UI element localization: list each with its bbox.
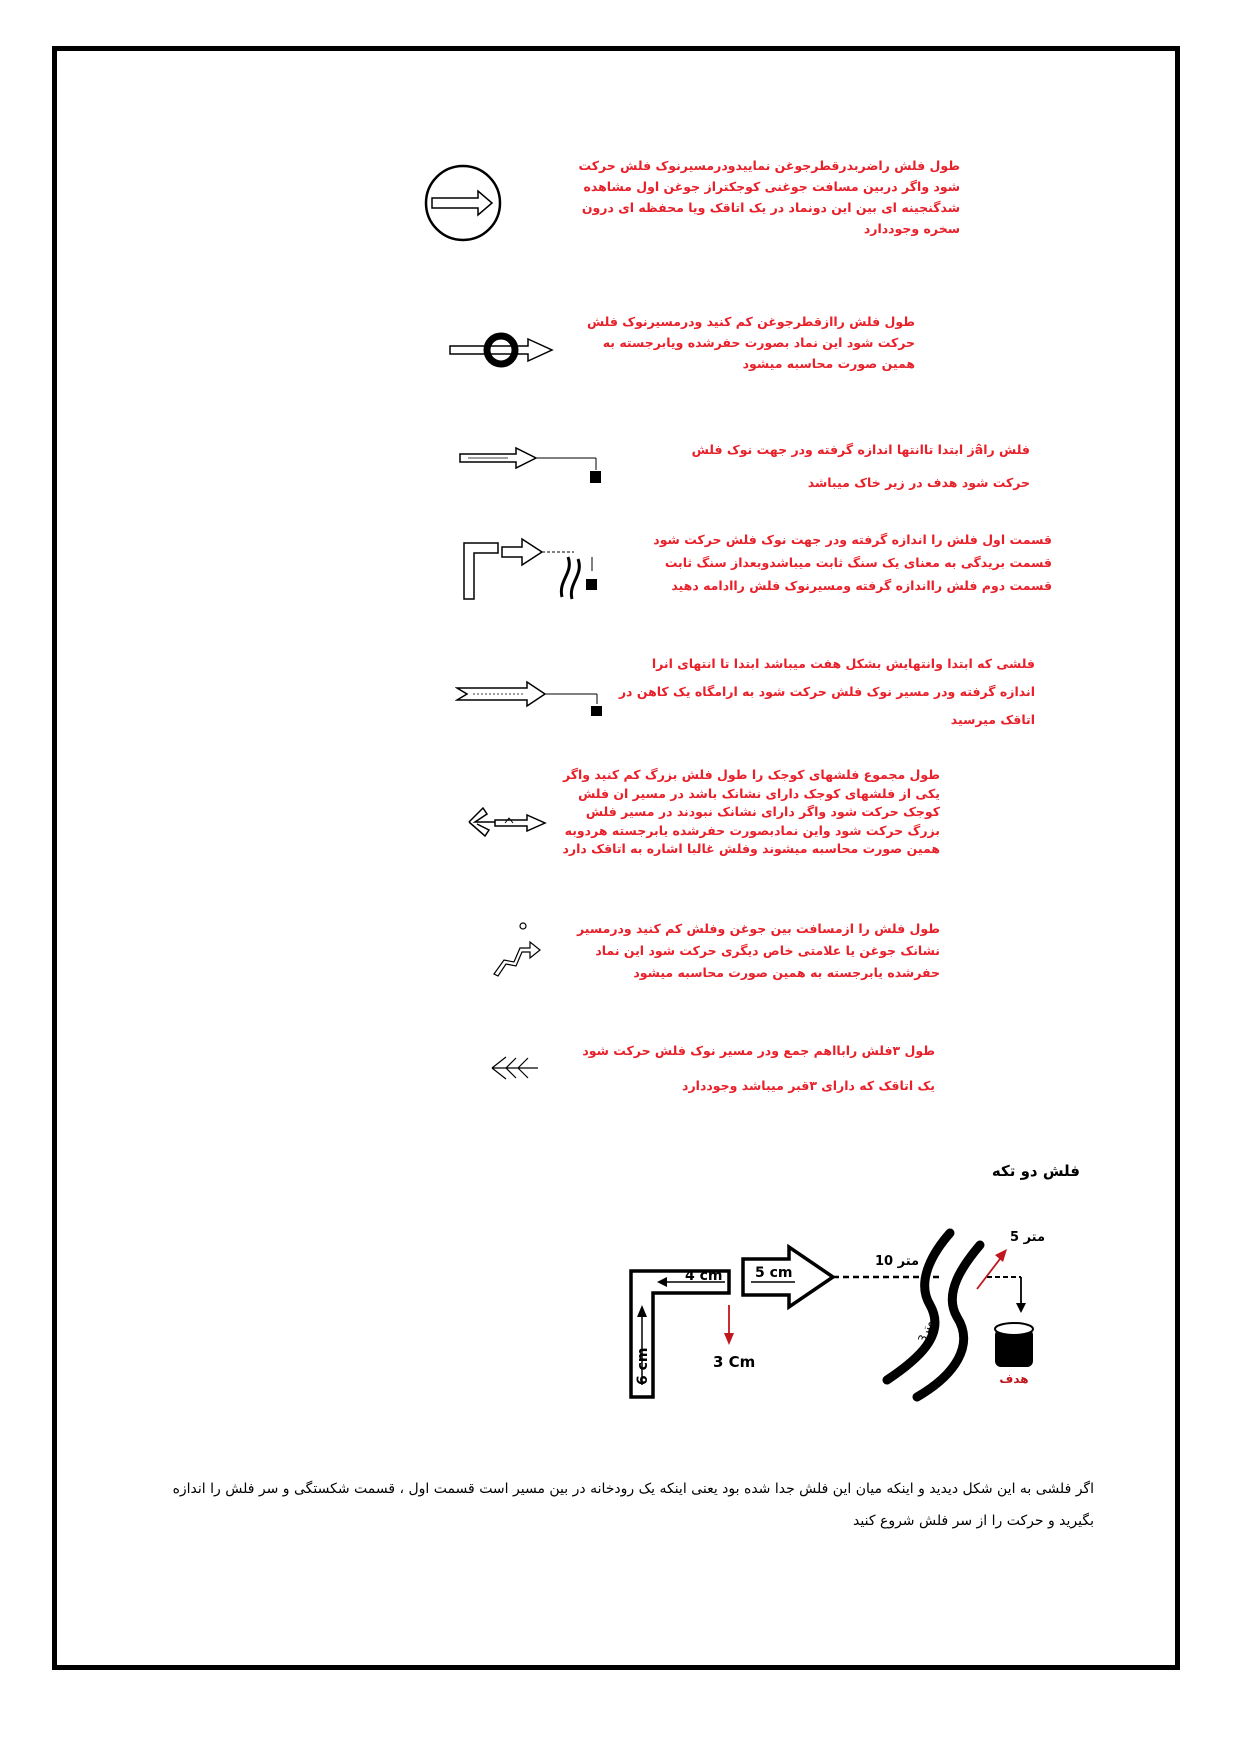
zigzag-arrow-icon: [490, 918, 545, 983]
entry-6-text: طول مجموع فلشهای کوجک را طول فلش بزرگ کم کنید واگر یکی از فلشهای کوجک دارای نشانک باشد در مسیر ان فلش کوجک حرکت شود واگر دارای نشانک نبودند در مسیر فلش بزرگ حرکت شود واین نمادبصورت حفرشده یابرجسته هردوبه همین صورت محاسبه میشوند وفلش غالبا اشاره به اتاقک دارد: [562, 767, 940, 856]
label-3m: 3متر: [915, 1318, 936, 1345]
arrow-target-icon: [458, 440, 618, 495]
label-4cm: 4 cm: [685, 1268, 723, 1284]
label-5cm: 5 cm: [755, 1265, 793, 1281]
explanation-paragraph: اگر فلشی به این شکل دیدید و اینکه میان این فلش جدا شده بود یعنی اینکه یک رودخانه در بین مسیر است قسمت اول ، قسمت شکستگی و سر فلش را اندازه بگیرید و حرکت را از سر فلش شروع کنید: [172, 1481, 1094, 1529]
broken-arrow-icon: [462, 535, 612, 610]
entry-7-text: طول فلش را ازمسافت بین جوغن وفلش کم کنید ودرمسیر نشانک جوغن یا علامتی خاص دیگری حرکت شود این نماد حفرشده یابرجسته به همین صورت محاسبه میشود: [576, 921, 940, 980]
label-target: هدف: [999, 1372, 1029, 1386]
circle-arrow-icon: [418, 158, 508, 248]
section-heading: فلش دو تکه: [991, 1162, 1080, 1180]
seven-arrow-icon: [455, 672, 615, 722]
entry-5-text: فلشی که ابتدا وانتهایش بشکل هفت میباشد ابتدا تا انتهای انرا اندازه گرفته ودر مسیر نوک فلش حرکت شود به ارامگاه یک کاهن در اتاقک میرسید: [618, 656, 1035, 727]
entry-1-text: طول فلش راضربدرقطرجوغن نماییدودرمسیرنوک فلش حرکت شود واگر دربین مسافت جوغنی کوجکتراز جوغن اول مشاهده شدگنجینه ای بین این دونماد در یک اتاقک ویا محفظه ای درون سخره وجوددارد: [578, 158, 960, 236]
entry-2-text: طول فلش راازقطرجوغن کم کنید ودرمسیرنوک فلش حرکت شود این نماد بصورت حفرشده ویابرجسته به همین صورت محاسبه میشود: [586, 314, 915, 371]
ring-arrow-icon: [448, 325, 558, 375]
triple-arrow-icon: [488, 1053, 543, 1083]
entry-4-text: قسمت اول فلش را اندازه گرفته ودر جهت نوک فلش حرکت شود قسمت بریدگی به معنای یک سنگ ثابت میباشدوبعداز سنگ ثابت قسمت دوم فلش رااندازه گرفته ومسیرنوک فلش راادامه دهید: [653, 532, 1052, 593]
label-3cm: 3 Cm: [713, 1353, 756, 1371]
entry-8-text: طول ۳فلش رابااهم جمع ودر مسیر نوک فلش حرکت شود یک اتاقک که دارای ۳قبر میباشد وجوددارد: [582, 1043, 935, 1093]
multi-arrow-icon: [465, 800, 555, 845]
two-piece-arrow-diagram: [625, 1225, 1065, 1410]
label-6cm: 6 cm: [635, 1347, 651, 1385]
entry-3-text: فلش راâز ابتدا تاانتها اندازه گرفته ودر جهت نوک فلش حرکت شود هدف در زیر خاک میباشد: [691, 442, 1030, 490]
label-10m: 10 متر: [875, 1254, 920, 1269]
label-5m: 5 متر: [1010, 1230, 1046, 1245]
